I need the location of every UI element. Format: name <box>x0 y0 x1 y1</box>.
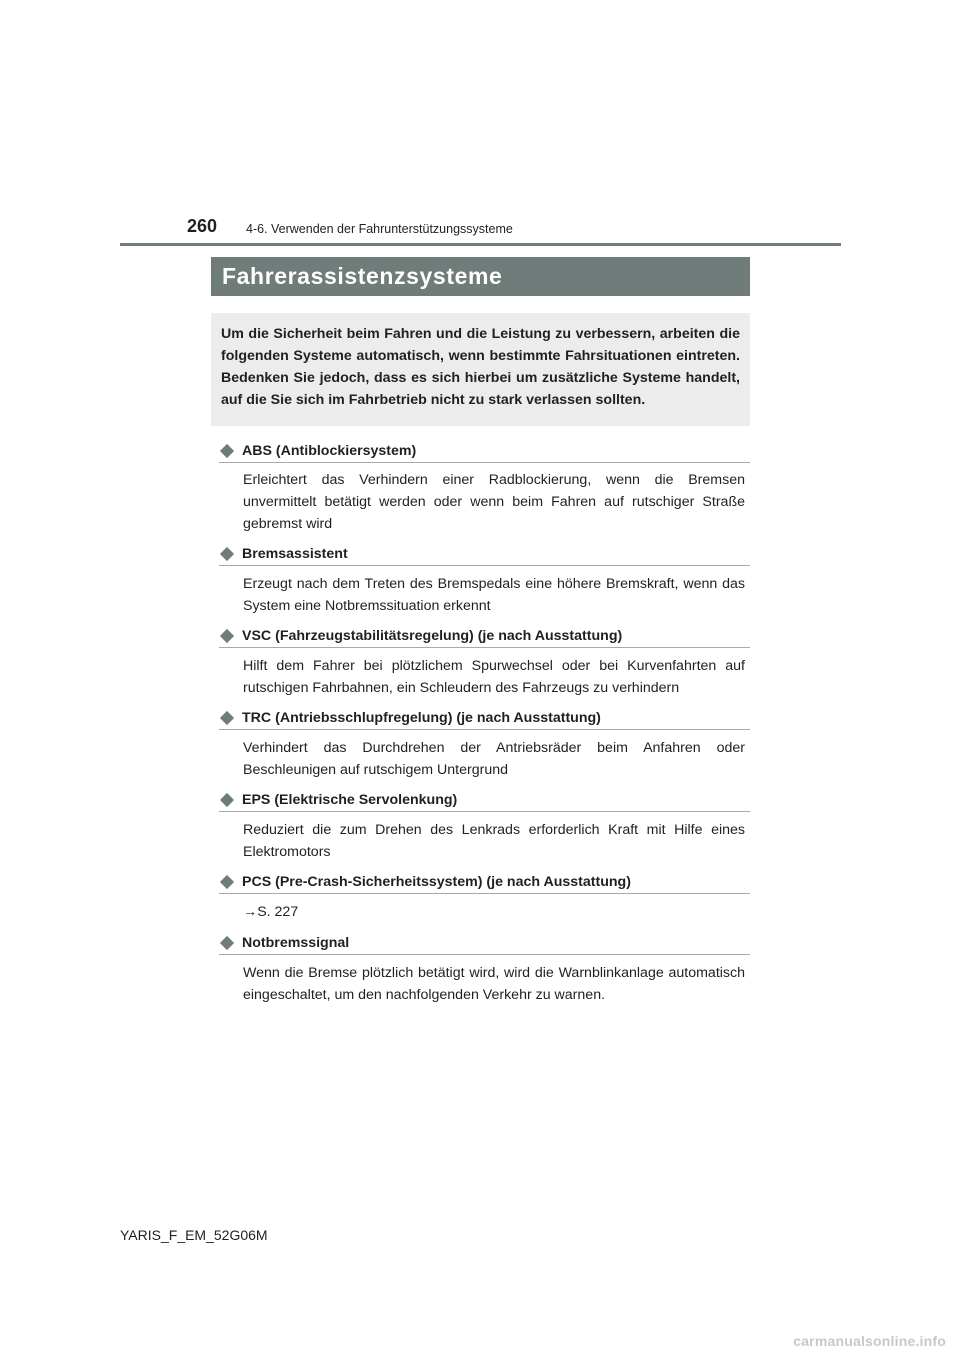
watermark: carmanualsonline.info <box>793 1333 946 1349</box>
feature-title: TRC (Antriebsschlupfregelung) (je nach Ausstattung) <box>242 709 601 726</box>
diamond-bullet-icon <box>220 710 234 724</box>
feature-heading-eps <box>219 788 750 812</box>
header-rule <box>120 243 841 246</box>
feature-heading-brake-assist <box>219 542 750 566</box>
feature-title: VSC (Fahrzeugstabilitätsregelung) (je nach Ausstattung) <box>242 627 623 644</box>
feature-description-trc: Verhindert das Durchdrehen der Antriebsräder beim Anfahren oder Beschleunigen auf rutschigem Untergrund <box>243 740 745 778</box>
feature-heading-vsc <box>219 624 750 648</box>
section-title-bar <box>211 257 750 296</box>
diamond-bullet-icon <box>220 874 234 888</box>
diamond-bullet-icon <box>220 443 234 457</box>
feature-heading-trc <box>219 706 750 730</box>
feature-description-vsc: Hilft dem Fahrer bei plötzlichem Spurwechsel oder bei Kurvenfahrten auf rutschigen Fahrbahnen, ein Schleudern des Fahrzeugs zu verhindern <box>243 658 745 696</box>
feature-description-eps: Reduziert die zum Drehen des Lenkrads erforderlich Kraft mit Hilfe eines Elektromotors <box>243 822 745 860</box>
diamond-bullet-icon <box>220 628 234 642</box>
feature-description-emergency-brake-signal: Wenn die Bremse plötzlich betätigt wird, wird die Warnblinkanlage automatisch eingeschaltet, um den nachfolgenden Verkehr zu warnen. <box>243 965 745 1003</box>
document-code: YARIS_F_EM_52G06M <box>120 1227 268 1243</box>
feature-title: ABS (Antiblockiersystem) <box>242 442 417 459</box>
diamond-bullet-icon <box>220 546 234 560</box>
feature-heading-pcs <box>219 870 750 894</box>
feature-title: Bremsassistent <box>242 545 348 562</box>
feature-title: PCS (Pre-Crash-Sicherheitssystem) (je nach Ausstattung) <box>242 873 631 890</box>
feature-description-brake-assist: Erzeugt nach dem Treten des Bremspedals eine höhere Bremskraft, wenn das System eine Notbremssituation erkennt <box>243 576 745 614</box>
feature-title: Notbremssignal <box>242 934 350 951</box>
feature-heading-abs <box>219 439 750 463</box>
diamond-bullet-icon <box>220 935 234 949</box>
intro-text: Um die Sicherheit beim Fahren und die Leistung zu verbessern, arbeiten die folgenden Systeme automatisch, wenn bestimmte Fahrsituationen eintreten. Bedenken Sie jedoch, dass es sich hierbei um zusätzliche Systeme handelt, auf die Sie sich im Fahrbetrieb nicht zu stark verlassen sollten. <box>221 326 740 408</box>
feature-description-abs: Erleichtert das Verhindern einer Radblockierung, wenn die Bremsen unvermittelt betätigt werden oder wenn beim Fahren auf rutschiger Straße gebremst wird <box>243 472 745 532</box>
intro-box <box>211 313 750 426</box>
page-number: 260 <box>187 216 218 236</box>
feature-heading-emergency-brake-signal <box>219 931 750 955</box>
feature-title: EPS (Elektrische Servolenkung) <box>242 791 458 808</box>
feature-description-pcs: →S. 227 <box>243 904 299 920</box>
section-title: Fahrerassistenzsysteme <box>222 263 503 289</box>
running-header: 4-6. Verwenden der Fahrunterstützungssysteme <box>246 222 513 236</box>
diamond-bullet-icon <box>220 792 234 806</box>
